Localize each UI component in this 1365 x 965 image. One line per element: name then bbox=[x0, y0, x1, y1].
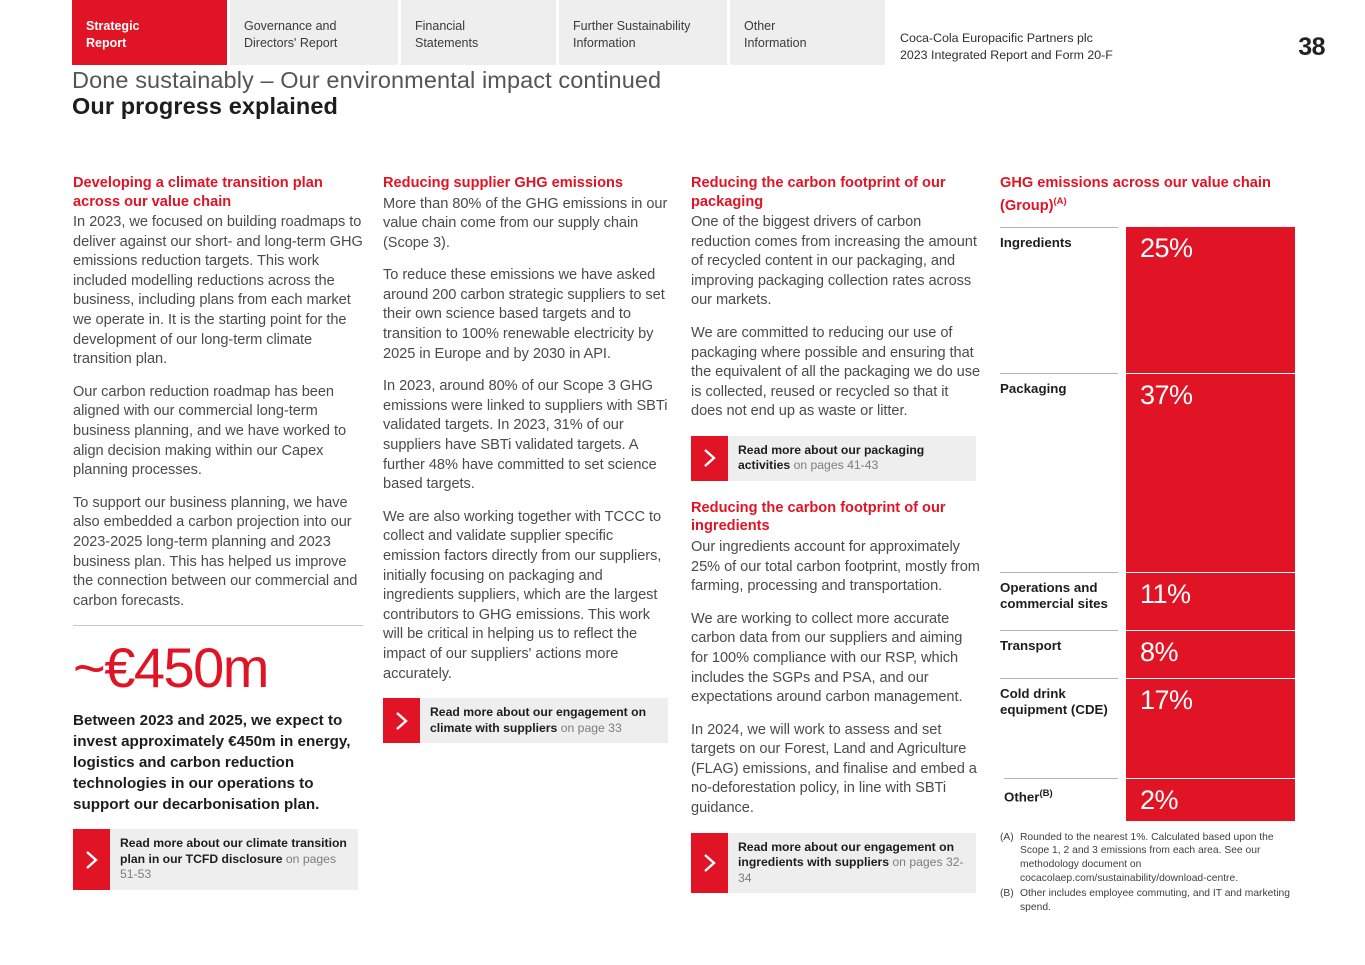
column3-paragraph: We are committed to reducing our use of packaging where possible and ensuring that the equivalent of all the packaging we do use is collected, reused or recycled so that it does not end up as waste or litter. bbox=[691, 324, 981, 420]
column2-heading: Reducing supplier GHG emissions bbox=[383, 175, 624, 191]
divider bbox=[73, 625, 363, 626]
column1-paragraph: In 2023, we focused on building roadmaps to deliver against our short- and long-term GHG emissions reduction targets. This work included modelling reductions across the business, including plans from each market we operate in. It is the starting point for the development of our long-term climate transition plan. bbox=[73, 214, 363, 368]
footnote-a-text: Rounded to the nearest 1%. Calculated based upon the Scope 1, 2 and 3 emissions from each area. See our methodology document on cocacolaep.com/sustainability/download-centre. bbox=[1020, 831, 1274, 884]
read-more-climate-with-suppliers[interactable] bbox=[383, 698, 668, 743]
column3-paragraph: We are working to collect more accurate carbon data from our suppliers and aiming for 100% compliance with our RSP, which includes the SGPs and PSA, and our expectations around carbon management. bbox=[691, 610, 963, 706]
document-company: Coca-Cola Europacific Partners plc bbox=[900, 31, 1093, 45]
chart-label-operations-and-commercial-sites: Operations and commercial sites bbox=[1000, 572, 1118, 630]
tab-label-line2: Directors' Report bbox=[244, 36, 338, 50]
chart-label-transport: Transport bbox=[1000, 630, 1118, 678]
column3-heading-packaging: Reducing the carbon footprint of our packaging bbox=[691, 175, 946, 210]
highlight-statistic-description: Between 2023 and 2025, we expect to invest approximately €450m in energy, logistics and carbon reduction technologies in our operations to support our decarbonisation plan. bbox=[73, 712, 351, 814]
chart-segment-operations-and-commercial-sites: 11% bbox=[1126, 572, 1295, 630]
page-kicker: Done sustainably – Our environmental impact continued bbox=[72, 67, 662, 93]
tab-label-line1: Governance and bbox=[244, 19, 337, 33]
read-more-bold: Read more about our engagement on climate with suppliers bbox=[430, 705, 647, 735]
read-more-ingredients-with-suppliers[interactable] bbox=[691, 833, 976, 894]
chart-category-labels bbox=[1000, 227, 1126, 821]
read-more-text bbox=[728, 436, 976, 481]
chevron-right-icon bbox=[383, 698, 420, 743]
tab-further-sustainability-information[interactable] bbox=[559, 0, 727, 65]
content-column-2 bbox=[383, 174, 673, 743]
chart-bar-segments bbox=[1126, 227, 1295, 821]
tab-strategic-report[interactable] bbox=[72, 0, 227, 65]
highlight-statistic-value: ~€450m bbox=[73, 636, 268, 700]
column3-paragraph: In 2024, we will work to assess and set targets on our Forest, Land and Agriculture (FLAG) emissions, and finalise and embed a no-deforestation policy, in line with SBTi guidance. bbox=[691, 721, 977, 817]
chart-title-footnote-mark: (A) bbox=[1053, 195, 1067, 207]
document-title: 2023 Integrated Report and Form 20-F bbox=[900, 47, 1113, 62]
column1-paragraph: To support our business planning, we have also embedded a carbon projection into our 2023-2025 long-term planning and 2023 business plan. This has helped us improve the connection between our commercial and carbon forecasts. bbox=[73, 494, 358, 609]
chart-segment-ingredients: 25% bbox=[1126, 227, 1295, 373]
read-more-pages: on pages 41-43 bbox=[793, 458, 879, 473]
tab-label-line2: Statements bbox=[415, 36, 479, 50]
tab-label-line1: Financial bbox=[415, 19, 466, 33]
tab-label-line2: Information bbox=[573, 36, 636, 50]
column3-paragraph: One of the biggest drivers of carbon reduction comes from increasing the amount of recycled content in our packaging, and improving packaging collection rates across our markets. bbox=[691, 214, 977, 309]
page-title: Our progress explained bbox=[72, 93, 339, 119]
tab-label-line1: Further Sustainability bbox=[573, 19, 691, 33]
footnote-b-mark: (B) bbox=[1000, 888, 1014, 900]
section-tab-bar bbox=[72, 0, 888, 65]
chart-segment-packaging: 37% bbox=[1126, 373, 1295, 572]
content-column-3 bbox=[691, 174, 983, 893]
read-more-packaging-activities[interactable] bbox=[691, 436, 976, 481]
chart-segment-cold-drink-equipment: 17% bbox=[1126, 678, 1295, 778]
read-more-text bbox=[420, 698, 668, 743]
read-more-text bbox=[728, 833, 976, 894]
chart-label-packaging: Packaging bbox=[1000, 373, 1118, 572]
document-meta bbox=[900, 30, 1113, 63]
footnote-b-text: Other includes employee commuting, and IT and marketing spend. bbox=[1020, 888, 1290, 913]
content-column-1 bbox=[73, 174, 363, 890]
chart-label-cold-drink-equipment: Cold drink equipment (CDE) bbox=[1000, 678, 1118, 778]
read-more-text bbox=[110, 829, 358, 890]
column2-paragraph: To reduce these emissions we have asked around 200 carbon strategic suppliers to set their own science based targets and to transition to 100% renewable electricity by 2025 in Europe and by 2030 in API. bbox=[383, 267, 665, 362]
chart-footnotes bbox=[1000, 831, 1295, 915]
page-number: 38 bbox=[1298, 33, 1325, 61]
column2-paragraph: More than 80% of the GHG emissions in our value chain come from our supply chain (Scope 3). bbox=[383, 195, 668, 251]
read-more-pages: on page 33 bbox=[560, 720, 622, 735]
chevron-right-icon bbox=[691, 436, 728, 481]
footnote-b bbox=[1000, 887, 1295, 914]
chart-label-ingredients: Ingredients bbox=[1000, 227, 1118, 373]
footnote-a bbox=[1000, 831, 1295, 885]
chart-segment-other: 2% bbox=[1126, 778, 1295, 821]
read-more-climate-transition[interactable] bbox=[73, 829, 358, 890]
chart-title bbox=[1000, 174, 1295, 215]
chart-title-text: GHG emissions across our value chain (Group) bbox=[1000, 175, 1271, 214]
chart-label-other-footnote-mark: (B) bbox=[1039, 787, 1053, 799]
tab-financial-statements[interactable] bbox=[401, 0, 556, 65]
column3-heading-ingredients: Reducing the carbon footprint of our ingredients bbox=[691, 499, 946, 535]
read-more-bold: Read more about our engagement on ingredients with suppliers bbox=[738, 839, 955, 870]
tab-other-information[interactable] bbox=[730, 0, 885, 65]
read-more-pages: on pages 32-34 bbox=[738, 855, 964, 885]
tab-label-line2: Report bbox=[86, 36, 127, 50]
column2-paragraph: We are also working together with TCCC to collect and validate supplier specific emission factors directly from our suppliers, initially focusing on packaging and ingredients suppliers, which are the largest contributors to GHG emissions. This work will be critical in helping us to reflect the impact of our suppliers' actions more accurately. bbox=[383, 508, 662, 682]
footnote-a-mark: (A) bbox=[1000, 831, 1014, 843]
content-column-4-chart bbox=[1000, 174, 1295, 916]
tab-label-line1: Strategic bbox=[86, 19, 140, 33]
chart-segment-transport: 8% bbox=[1126, 630, 1295, 678]
chevron-right-icon bbox=[73, 829, 110, 890]
tab-governance-and-directors-report[interactable] bbox=[230, 0, 398, 65]
tab-label-line1: Other bbox=[744, 19, 776, 33]
column3-paragraph: Our ingredients account for approximately 25% of our total carbon footprint, mostly from farming, processing and transportation. bbox=[691, 538, 980, 595]
column2-paragraph: In 2023, around 80% of our Scope 3 GHG emissions were linked to suppliers with SBTi validated targets. In 2023, 31% of our suppliers have SBTi validated targets. A further 48% have committed to set science based targets. bbox=[383, 378, 668, 493]
chart-label-other-text: Other bbox=[1004, 789, 1040, 805]
read-more-bold: Read more about our climate transition plan in our TCFD disclosure bbox=[120, 836, 347, 866]
chart-label-other bbox=[1004, 778, 1118, 821]
ghg-emissions-stacked-bar-chart bbox=[1000, 227, 1295, 821]
read-more-bold: Read more about our packaging activities bbox=[738, 442, 925, 473]
column1-heading: Developing a climate transition plan across our value chain bbox=[73, 175, 323, 210]
read-more-pages: on pages 51-53 bbox=[120, 851, 337, 882]
column1-paragraph: Our carbon reduction roadmap has been aligned with our commercial long-term business planning, and we have worked to align decision making within our Capex planning processes. bbox=[73, 383, 347, 479]
chevron-right-icon bbox=[691, 833, 728, 894]
tab-label-line2: Information bbox=[744, 36, 807, 50]
